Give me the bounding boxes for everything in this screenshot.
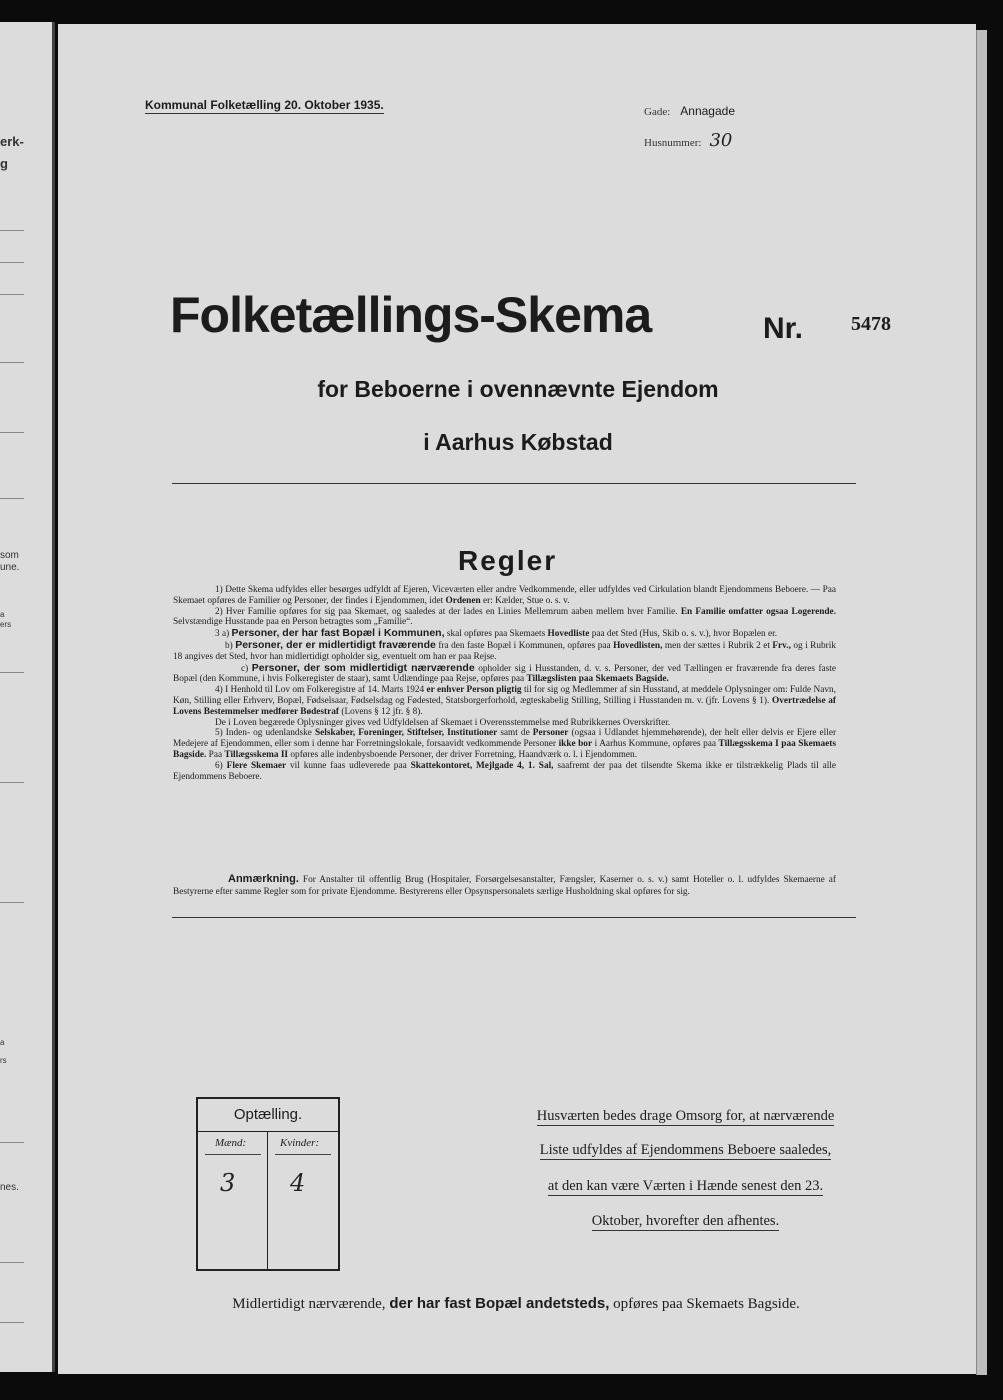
house-number-label: Husnummer: [644, 137, 702, 149]
men-count: 3 [220, 1169, 236, 1197]
rule-3a: 3 a) Personer, der har fast Bopæl i Kommunen, skal opføres paa Skemaets Hovedliste paa det Sted (Hus, Skib o. s. v.), hvor Bopælen er. [215, 627, 778, 640]
notice-line-4: Oktober, hvorefter den afhentes. [591, 1213, 780, 1229]
fragment-text: a [0, 1038, 5, 1047]
house-number-value: 30 [709, 130, 733, 151]
street-label: Gade: [644, 106, 671, 118]
fragment-text: ers [0, 620, 12, 629]
footer-note: Midlertidigt nærværende, der har fast Bopæl andetsteds, opføres paa Skemaets Bagside. [232, 1295, 800, 1312]
rules-heading: Regler [458, 545, 558, 576]
fragment-rule [0, 432, 24, 433]
rule-3c: c) Personer, der som midlertidigt nærværende opholder sig i Husstanden, d. v. s. Personer, der ved Tællingen er fraværende fra deres faste Bopæl (den Kommune, i hvis Folkeregister de staar), samt Udlændinge paa Rejse, opføres paa Tillægslisten paa Skemaets Bagside. [173, 661, 837, 685]
fragment-text: g [0, 156, 8, 171]
form-title: Folketællings-Skema [170, 287, 652, 343]
rule-3b: b) Personer, der er midlertidigt fraværende fra den faste Bopæl i Kommunen, opføres paa Hovedlisten, men der sættes i Rubrik 2 et Frv., og i Rubrik 18 angives det Sted, hvor han midlertidigt opholder sig, eventuelt om han er paa Rejse. [173, 638, 837, 662]
house-number-field [644, 130, 732, 151]
fragment-text: a [0, 610, 5, 619]
fragment-rule [0, 362, 24, 363]
fragment-text: une. [0, 562, 20, 573]
fragment-text: rs [0, 1056, 7, 1065]
fragment-rule [0, 1262, 24, 1263]
fragment-rule [0, 262, 24, 263]
census-form-page [58, 24, 976, 1374]
tally-title: Optælling. [198, 1099, 338, 1132]
divider [172, 483, 856, 484]
rules-text [173, 585, 836, 782]
street-value: Annagade [680, 104, 735, 118]
tally-box [196, 1097, 340, 1271]
remark-text: For Anstalter til offentlig Brug (Hospitaler, Forsørgelsesanstalter, Fængsler, Kaserner o. s. v.) samt Hoteller o. l. udfyldes Skemaerne af Bestyrerne efter samme Regler som for private Ejendomme. Bestyrerens eller Opsynspersonalets særlige Husholdning skal opføres for sig. [173, 875, 836, 897]
notice-line-2: Liste udfyldes af Ejendommens Beboere saaledes, [539, 1142, 832, 1158]
form-subtitle: for Beboerne i ovennævnte Ejendom [317, 376, 719, 402]
women-label: Kvinder: [280, 1137, 320, 1149]
fragment-rule [0, 1322, 24, 1323]
rule-4: 4) I Henhold til Lov om Folkeregistre af 14. Marts 1924 er enhver Person pligtig til for sig og Medlemmer af sin Husstand, at meddele Oplysninger om: Fulde Navn, Køn, Stilling eller Erhverv, Bopæl, Fødselsaar, Fødselsdag og Fødested, Statsborgerforhold, ægteskabelig Stilling, Stilling i Husstanden m. v. (jfr. Lovens § 1). Overtrædelse af Lovens Bestemmelser medfører Bødestraf (Lovens § 12 jfr. § 8). [173, 685, 837, 717]
fragment-text: nes. [0, 1182, 19, 1193]
fragment-rule [0, 230, 24, 231]
rule-4-note: De i Loven begærede Oplysninger gives ved Udfyldelsen af Skemaet i Overensstemmelse med Rubrikkernes Overskrifter. [215, 717, 671, 728]
tally-column-divider [267, 1132, 268, 1269]
fragment-rule [0, 498, 24, 499]
women-count: 4 [290, 1169, 306, 1197]
rule-5: 5) Inden- og udenlandske Selskaber, Foreninger, Stiftelser, Institutioner samt de Personer (ogsaa i Udlandet hjemmehørende), der helt eller delvis er Ejere eller Medejere af Ejendommen, eller som i denne har Forretningslokale, forsaavidt vedkommende Personer ikke bor i Aarhus Kommune, opføres paa Tillægsskema I paa Skemaets Bagside. Paa Tillægsskema II opføres alle indenbysboende Personer, der driver Forretning, Haandværk o. l. i Ejendommen. [173, 728, 837, 760]
form-nr-label: Nr. [763, 312, 804, 345]
men-label: Mænd: [215, 1137, 247, 1149]
fragment-text: erk- [0, 134, 24, 149]
tally-rule [205, 1154, 261, 1155]
schema-number: 5478 [851, 313, 891, 335]
remark-note [173, 874, 836, 898]
rule-1: 1) Dette Skema udfyldes eller besørges udfyldt af Ejeren, Viceværten eller andre Vedkommende, eller udfyldes ved Cirkulation blandt Ejendommens Beboere. — Paa Skemaet opføres de Familier og Personer, der findes i Ejendommen, idet Ordenen er: Kælder, Stue o. s. v. [173, 585, 836, 606]
fragment-rule [0, 1142, 24, 1143]
fragment-rule [0, 672, 24, 673]
adjacent-page-fragment [0, 22, 55, 1372]
rule-2: 2) Hver Familie opføres for sig paa Skemaet, og saaledes at der lades en Linies Mellemrum aaben mellem hver Familie. En Familie omfatter ogsaa Logerende. Selvstændige Husstande paa en Person betragtes som „Familie“. [173, 606, 836, 628]
census-header: Kommunal Folketælling 20. Oktober 1935. [145, 98, 384, 112]
street-field [644, 102, 735, 120]
rule-6: 6) Flere Skemaer vil kunne faas udleverede paa Skattekontoret, Mejlgade 4, 1. Sal, saafremt der paa det tilsendte Skema ikke er tilstrækkelig Plads til alle Ejendommens Beboere. [173, 760, 837, 782]
remark-lead: Anmærkning. [228, 873, 299, 885]
form-location: i Aarhus Købstad [423, 429, 613, 455]
fragment-rule [0, 782, 24, 783]
fragment-rule [0, 902, 24, 903]
page-edge [976, 30, 987, 1375]
notice-line-3: at den kan være Værten i Hænde senest den 23. [547, 1178, 824, 1194]
divider [172, 917, 856, 918]
fragment-rule [0, 294, 24, 295]
fragment-text: som [0, 550, 19, 561]
tally-rule [275, 1154, 331, 1155]
notice-line-1: Husværten bedes drage Omsorg for, at nærværende [536, 1108, 835, 1124]
